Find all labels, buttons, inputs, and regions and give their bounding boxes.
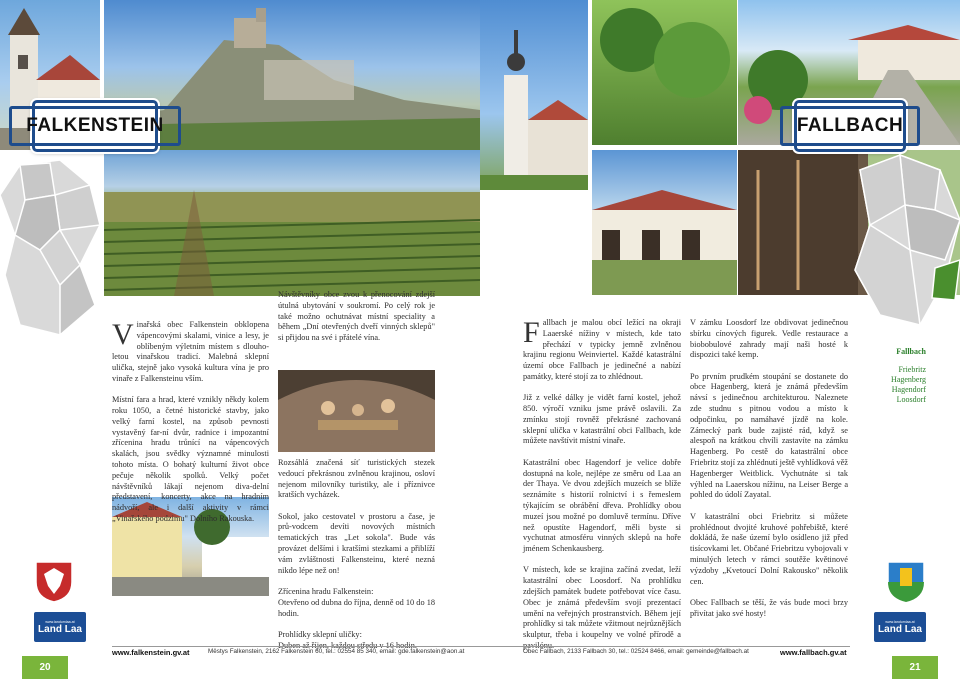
page-number-left: 20 bbox=[22, 656, 68, 679]
dropcap: F bbox=[523, 316, 540, 349]
right-footer-contact: Obec Fallbach, 2133 Fallbach 30, tel.: 02524 8466, email: gemeinde@fallbach.at bbox=[523, 648, 749, 655]
cadastral-list bbox=[860, 347, 926, 405]
right-page bbox=[480, 0, 960, 679]
welcome-paragraph: Obec Fallbach se těší, že vás bude moci brzy přivítat jako své hosty! bbox=[690, 597, 848, 618]
logo-site: www.landumlaa.at bbox=[885, 619, 915, 624]
right-column-1 bbox=[523, 318, 681, 662]
left-column-2 bbox=[278, 290, 435, 354]
loosdorf-paragraph: V místech, kde se krajina začíná zvedat, leží katastrální obec Loosdorf. Na prohlídku zdejších památek budete potřebovat více času. Obec je známá především svojí prezentací umění na veřejných prostranstvích. Během její prohlídky si tak můžete vžitmout nejrůznějších skulptur, třeba i koupelny ve volné přírodě a bbox=[523, 565, 681, 640]
cadastral-item: Hagenberg bbox=[891, 375, 926, 384]
trails-paragraph: Rozsáhlá značená síť turistických stezek vedoucí překrásnou zvlněnou krajinou, osloví nejenom milovníky turistiky, ale i příznivce kratších vycházek. bbox=[278, 458, 435, 500]
cellar-lane-illustration bbox=[592, 150, 737, 295]
fallbach-church-photo bbox=[480, 0, 588, 190]
region-map bbox=[0, 155, 104, 340]
left-footer-contact: Městys Falkenstein, 2162 Falkenstein 60, tel.: 02554 85 340, email: gde.falkenstein@aon.at bbox=[208, 648, 465, 655]
falkenstein-sign bbox=[26, 100, 164, 152]
fallbach-sign bbox=[794, 100, 906, 152]
hagenberg-paragraph: Po prvním prudkém stoupání se dostanete do obce Hagenberg, která je známá především návsí s jedinečnou architekturou. Naleznete zde studnu s pitnou vodou a místo k odpočinku, po namáhavé jízdě na kole. Zámecký park bude zajisté rád, když se alespoň na krátkou chvíli zastavíte na zámku Hagenberg. Po cestě do katastrální obce Friebritz stojí za zhlédnutí ještě vyhlídková věž Hagenberger Weitblick. Vychutnáte si tak výhled na Laaerskou nížinu, na Leiser Berge a pohled do údolí Zayatal. bbox=[690, 371, 848, 500]
left-footer-url[interactable]: www.falkenstein.gv.at bbox=[112, 648, 190, 657]
land-um-laa-logo bbox=[874, 612, 926, 642]
cellar-lane-photo bbox=[592, 150, 737, 295]
falkenstein-coat-of-arms bbox=[34, 560, 74, 604]
sign-label: FALLBACH bbox=[796, 115, 904, 136]
church-tower-illustration bbox=[480, 0, 588, 190]
tower-photo bbox=[592, 0, 737, 145]
logo-site: www.landumlaa.at bbox=[45, 619, 75, 624]
cellar-illustration bbox=[278, 370, 435, 452]
left-column-1 bbox=[112, 320, 269, 535]
cadastral-item: Friebritz bbox=[898, 365, 926, 374]
friebritz-paragraph: V katastrální obci Friebritz si můžete prohlédnout dvojité kruhové pohřebiště, které dokládá, že naše území bylo osídleno již před tisícovkami let. Občané Friebritzu vybojovali v minulých letech v rámci soutěže květinové výzdoby „Kvetoucí Dolní Rakousko" několik cen. bbox=[690, 511, 848, 586]
footer-divider bbox=[480, 646, 850, 647]
accommodation-paragraph: Návštěvníky obce zvou k přenocování zdejší útulná ubytování v soukromí. Po celý rok je také možno ochutnávat místní speciality a během „Dní otevřených dveří vinných sklepů" si přijdou na své i přátelé vína. bbox=[278, 290, 435, 343]
cadastral-list-title: Fallbach bbox=[896, 347, 926, 356]
intro-text: allbach je malou obcí ležící na okraji Laaerské nížiny v místech, kde tato přechází v typicky jemně zvlněnou krajinu regionu Weinviertel. Každé katastrální území obce Fallbach je jedinečné a nabízí památky, které stojí za to zhlédnout. bbox=[523, 318, 681, 381]
intro-paragraph bbox=[112, 320, 269, 385]
footer-divider bbox=[112, 646, 480, 647]
vineyard-photo bbox=[104, 150, 480, 296]
page-number-right: 21 bbox=[892, 656, 938, 679]
falcon-paragraph: Sokol, jako cestovatel v prostoru a čase, je prů-vodcem devíti novových místních tematických tras „Let sokola". Bude vás provázet delšími i kratšími stezkami a přiblíží vám zvláštnosti Falkensteinu, které nezná nikdo lépe než on! bbox=[278, 511, 435, 575]
trees-illustration bbox=[592, 0, 737, 145]
right-footer-url[interactable]: www.fallbach.gv.at bbox=[780, 648, 847, 657]
land-um-laa-logo bbox=[34, 612, 86, 642]
hagendorf-paragraph: Katastrální obec Hagendorf je velice dobře dostupná na kole, nejlépe ze směru od Laa an der Thaya. Ve dvou zdejších muzeích se blíže seznámíte s historií rolnictví i s řemeslem týkajícím se obrábění dřeva. Prohlídky obou muzeí jsou možné po domluvě termínu. Dříve než opustíte Hagendorf, měli byste si vychutnat atmosféru vinných sklepů na hoře jménem Schenkausberg. bbox=[523, 457, 681, 554]
sign-inner bbox=[780, 106, 920, 146]
sign-inner bbox=[9, 106, 180, 146]
logo-text: Land Laa bbox=[878, 623, 922, 635]
intro-text: inařská obec Falkenstein obklopena vápencovými skalami, vinice a lesy, je oblíbeným výletním místem s dlouho-letou vinařskou tradicí. Malebná sklepní ulička, stejně jako vysoká kultura vína je pro vinaře z Falkensteinu vším. bbox=[112, 320, 269, 383]
cadastral-item: Loosdorf bbox=[896, 395, 926, 404]
vineyard-illustration bbox=[104, 150, 480, 296]
castle-paragraph: V zámku Loosdorf lze obdivovat jedinečnou sbírku cínových figurek. Vedle restaurace a biobobulové zahrady mají naši hosté k dispozici také kemp. bbox=[690, 318, 848, 360]
left-column-2b bbox=[278, 458, 435, 662]
dropcap: V bbox=[112, 318, 134, 351]
logo-text: Land Laa bbox=[38, 623, 82, 635]
right-column-2 bbox=[690, 318, 848, 630]
cadastral-item: Hagendorf bbox=[891, 385, 926, 394]
sign-label: FALKENSTEIN bbox=[26, 115, 164, 136]
cellar-tours-paragraph: Prohlídky sklepní uličky: bbox=[278, 629, 362, 639]
intro-paragraph bbox=[523, 318, 681, 383]
region-map bbox=[850, 150, 960, 335]
cellar-photo bbox=[278, 370, 435, 452]
history-paragraph: Místní fara a hrad, které vznikly někdy kolem roku 1050, a četné historické stavby, jako velký farní kostel, na způsob pevnosti vystavěný far-ní dvůr, radnice i impozantní zřícenina hradu trůnící na vápencových skalách, jsou svědky významné minulosti tohoto místa. O bohatý kulturní život obce pečuje několik spolků. Velký počet návštěvníků lákají nejenom diva-delní představení, koncerty, akce na hradním nádvoří, ale i další aktivity v rámci „Vinařského podzimu" Dolního Rakouska. bbox=[112, 395, 269, 524]
castle-hours-paragraph: Zřícenina hradu Falkenstein: Otevřeno od dubna do října, denně od 10 do 18 hodin. bbox=[278, 586, 435, 618]
fallbach-coat-of-arms bbox=[886, 560, 926, 604]
church-paragraph: Již z velké dálky je vidět farní kostel, jehož 850. výročí vzniku jsme právě oslavili. Za zmínku stojí rovněž překrásné zachovaná sklepní ulička v katastrální obci Fallbach, kde můžete navštívit místní vinaře. bbox=[523, 393, 681, 446]
